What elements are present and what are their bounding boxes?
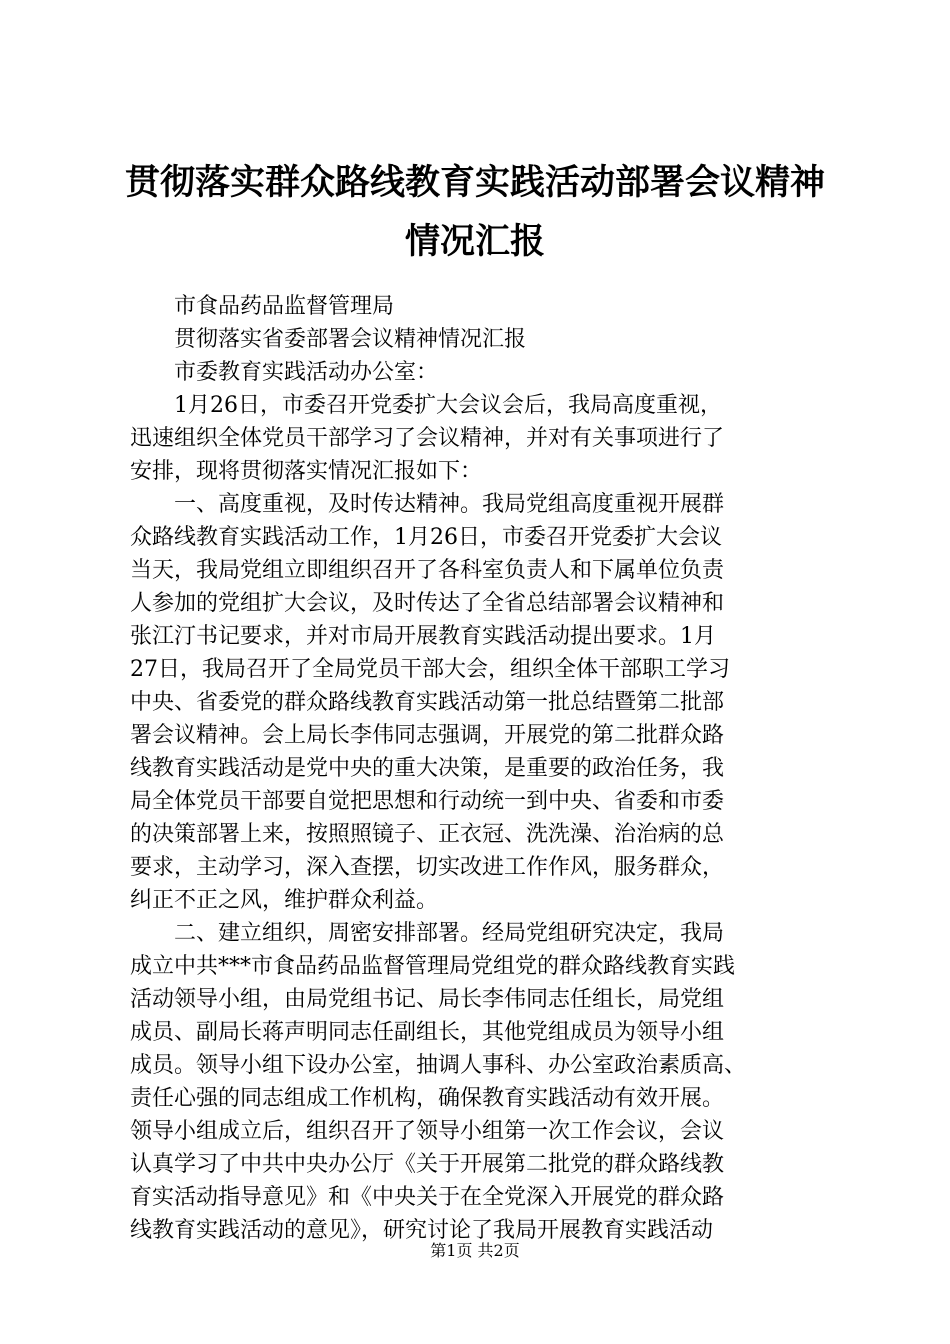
text-line: 众路线教育实践活动工作，1月26日，市委召开党委扩大会议 xyxy=(130,525,722,550)
text-line: 人参加的党组扩大会议，及时传达了全省总结部署会议精神和 xyxy=(130,591,725,616)
text-line: 的决策部署上来，按照照镜子、正衣冠、洗洗澡、治治病的总 xyxy=(130,822,725,847)
document-title-line-1: 贯彻落实群众路线教育实践活动部署会议精神 xyxy=(124,162,825,203)
text-line: 一、高度重视，及时传达精神。我局党组高度重视开展群 xyxy=(174,492,725,517)
text-line: 认真学习了中共中央办公厅《关于开展第二批党的群众路线教 xyxy=(130,1152,725,1177)
text-line: 育实活动指导意见》和《中央关于在全党深入开展党的群众路 xyxy=(130,1185,725,1210)
text-line: 贯彻落实省委部署会议精神情况汇报 xyxy=(174,327,527,352)
text-line: 责任心强的同志组成工作机构，确保教育实践活动有效开展。 xyxy=(130,1086,725,1111)
text-line: 署会议精神。会上局长李伟同志强调，开展党的第二批群众路 xyxy=(130,723,725,748)
text-line: 张江汀书记要求，并对市局开展教育实践活动提出要求。1月 xyxy=(130,624,716,649)
text-line: 线教育实践活动是党中央的重大决策，是重要的政治任务，我 xyxy=(130,756,725,781)
text-line: 迅速组织全体党员干部学习了会议精神，并对有关事项进行了 xyxy=(130,426,725,451)
text-line: 27日，我局召开了全局党员干部大会，组织全体干部职工学习 xyxy=(130,657,730,682)
text-line: 安排，现将贯彻落实情况汇报如下： xyxy=(130,459,483,484)
text-line: 市委教育实践活动办公室： xyxy=(174,360,439,385)
text-line: 二、建立组织，周密安排部署。经局党组研究决定，我局 xyxy=(174,921,725,946)
text-line: 成立中共***市食品药品监督管理局党组党的群众路线教育实践 xyxy=(130,954,736,979)
text-line: 中央、省委党的群众路线教育实践活动第一批总结暨第二批部 xyxy=(130,690,725,715)
text-line: 当天，我局党组立即组织召开了各科室负责人和下属单位负责 xyxy=(130,558,725,583)
text-line: 局全体党员干部要自觉把思想和行动统一到中央、省委和市委 xyxy=(130,789,725,814)
text-line: 线教育实践活动的意见》，研究讨论了我局开展教育实践活动 xyxy=(130,1218,714,1243)
text-line: 领导小组成立后，组织召开了领导小组第一次工作会议，会议 xyxy=(130,1119,725,1144)
page-footer: 第1页 共2页 xyxy=(430,1241,520,1260)
text-line: 成员、副局长蒋声明同志任副组长，其他党组成员为领导小组 xyxy=(130,1020,725,1045)
document-title-line-2: 情况汇报 xyxy=(404,221,545,262)
text-line: 纠正不正之风，维护群众利益。 xyxy=(130,888,439,913)
text-line: 1月26日，市委召开党委扩大会议会后，我局高度重视， xyxy=(174,393,722,418)
text-line: 成员。领导小组下设办公室，抽调人事科、办公室政治素质高、 xyxy=(130,1053,747,1078)
text-line: 要求，主动学习，深入查摆，切实改进工作作风，服务群众， xyxy=(130,855,725,880)
text-line: 市食品药品监督管理局 xyxy=(174,294,395,319)
text-line: 活动领导小组，由局党组书记、局长李伟同志任组长，局党组 xyxy=(130,987,725,1012)
document-body xyxy=(130,290,852,1247)
